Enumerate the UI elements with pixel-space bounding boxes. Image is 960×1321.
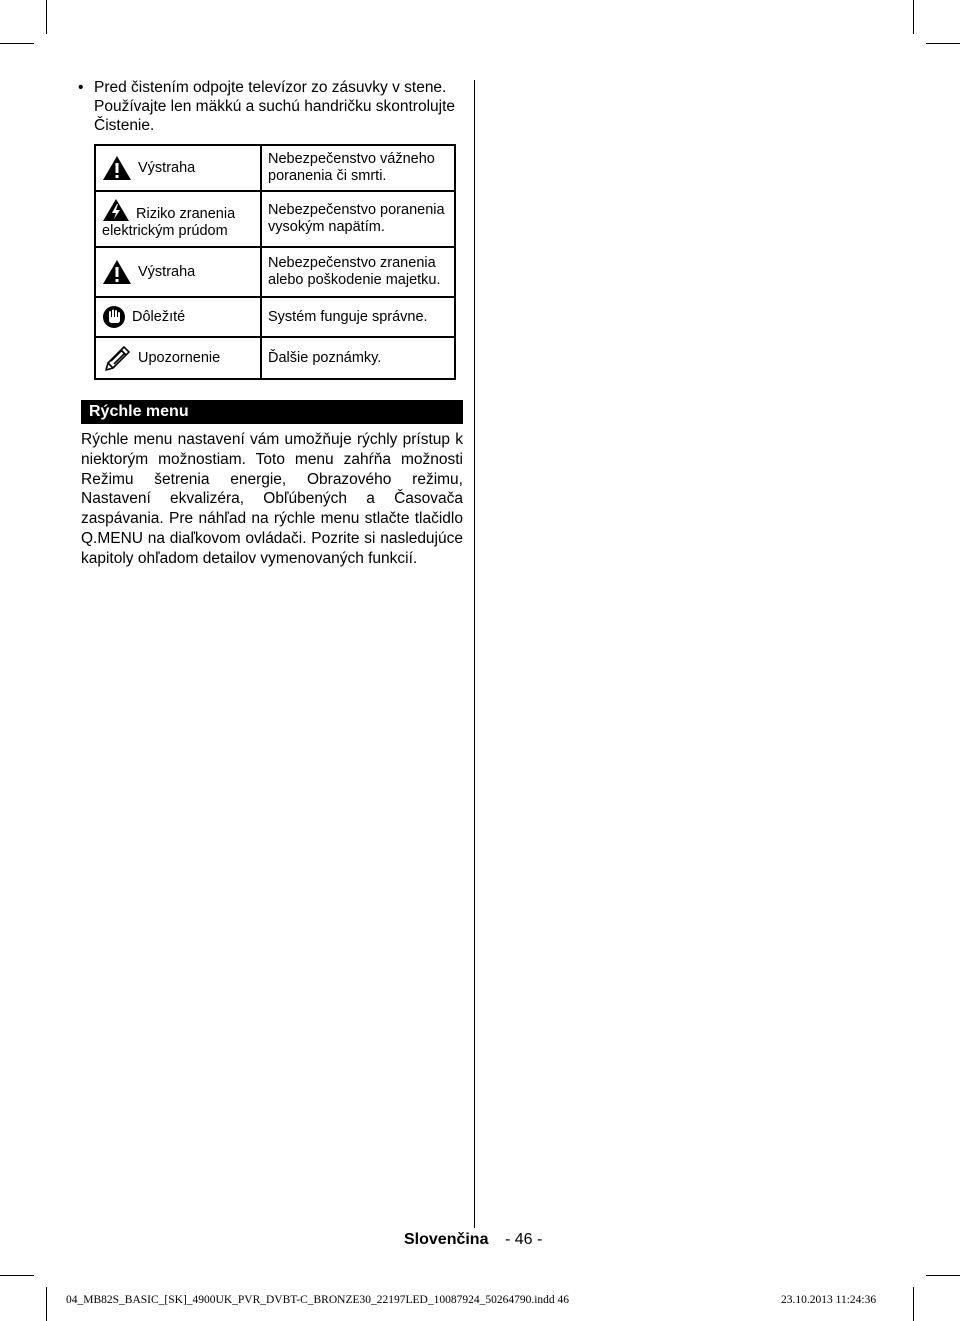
table-row (95, 297, 455, 337)
crop-mark (46, 0, 47, 34)
bullet-marker: • (78, 79, 84, 96)
symbol-description: Nebezpečenstvo vážneho poranenia či smrti. (261, 145, 455, 191)
crop-mark (926, 43, 960, 44)
print-slug-file: 04_MB82S_BASIC_[SK]_4900UK_PVR_DVBT-C_BRONZE30_22197LED_10087924_50264790.indd 46 (66, 1294, 570, 1306)
symbol-label: Výstraha (138, 159, 196, 176)
symbols-table (94, 144, 456, 380)
symbol-description: Nebezpečenstvo poranenia vysokým napätím. (261, 191, 455, 247)
cleaning-text: Pred čistením odpojte televízor zo zásuvky v stene. Používajte len mäkkú a suchú handričku skontrolujte Čistenie. (94, 79, 456, 134)
symbol-label: Výstraha (138, 263, 196, 280)
symbol-label: Upozornenie (138, 349, 221, 366)
electric-shock-icon (102, 198, 130, 222)
crop-mark (913, 0, 914, 34)
symbol-label: Riziko zranenia elektrickým prúdom (102, 206, 236, 239)
crop-mark (0, 43, 34, 44)
pencil-note-icon (102, 344, 132, 372)
print-slug-date: 23.10.2013 11:24:36 (781, 1294, 877, 1306)
table-row (95, 145, 455, 191)
crop-mark (0, 1275, 34, 1276)
symbol-label: Dôležıté (132, 308, 186, 325)
crop-mark (913, 1287, 914, 1321)
crop-mark (46, 1287, 47, 1321)
table-row (95, 191, 455, 247)
symbol-description: Ďalšie poznámky. (261, 337, 455, 379)
page-number: - 46 - (505, 1231, 543, 1248)
symbol-description: Systém funguje správne. (261, 297, 455, 337)
cleaning-bullet (78, 78, 470, 135)
footer-language: Slovenčina (404, 1231, 489, 1248)
warning-triangle-icon (102, 155, 132, 181)
table-row (95, 247, 455, 297)
symbol-description: Nebezpečenstvo zranenia alebo poškodenie majetku. (261, 247, 455, 297)
section-body: Rýchle menu nastavení vám umožňuje rýchly prístup k niektorým možnostiam. Toto menu zahŕňa možnosti Režimu šetrenia energie, Obrazového režimu, Nastavení ekvalizéra, Obľúbených a Časovača zaspávania. Pre náhľad na rýchle menu stlačte tlačidlo Q.MENU na diaľkovom ovládači. Pozrite si nasledujúce kapitoly ohľadom detailov vymenovaných funkcií. (81, 431, 463, 567)
column-divider (474, 80, 475, 1228)
section-heading: Rýchle menu (81, 400, 463, 424)
crop-mark (926, 1275, 960, 1276)
hand-stop-icon (102, 305, 126, 329)
warning-triangle-icon (102, 259, 132, 285)
table-row (95, 337, 455, 379)
